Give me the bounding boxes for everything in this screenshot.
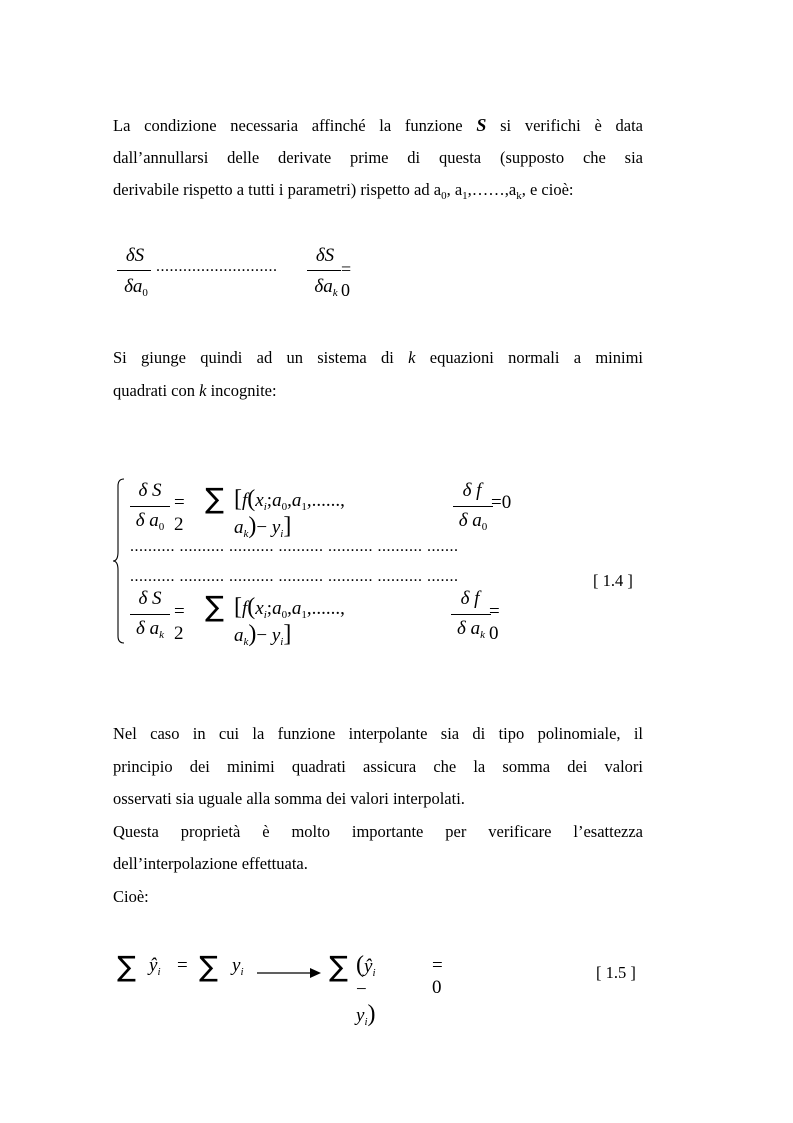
fraction-bar	[117, 270, 151, 271]
fraction-denominator: δ $a_0$	[458, 510, 488, 533]
fraction-denominator: δ $a_k$	[457, 618, 485, 641]
fraction-bar	[130, 506, 170, 507]
paragraph-line: principio dei minimi quadrati assicura che la somma dei valori	[113, 756, 643, 776]
fraction-denominator: δ $a_0$	[135, 510, 165, 533]
paragraph-line: dall’annullarsi delle derivate prime di questa (supposto che sia	[113, 147, 643, 167]
paragraph-intro	[113, 109, 643, 207]
fraction-numerator: δS	[125, 245, 145, 266]
fraction-bar	[307, 270, 341, 271]
sigma-symbol: ∑	[205, 482, 224, 515]
paragraph-line: derivabile rispetto a tutti i parametri) rispetto ad $a_0$, $a_1,\dots\dots,a_k$, e cioè:	[113, 180, 574, 202]
sigma-symbol: ∑	[199, 950, 218, 983]
paragraph-line: Cioè:	[113, 886, 149, 906]
term-yhat: $ŷ_i$	[149, 955, 161, 978]
paragraph-line: osservati sia uguale alla somma dei valori interpolati.	[113, 789, 465, 808]
term-expression: [$f(x_i;a_0,a_1$,......, $a_k)- y_i$]	[234, 594, 345, 648]
paragraph-line: quadrati con k incognite:	[113, 380, 277, 400]
fraction-bar	[451, 614, 491, 615]
fraction-denominator: $\delta a_k$	[314, 276, 338, 299]
paragraph-property	[113, 718, 643, 913]
paragraph-line: Questa proprietà è molto importante per verificare l’esattezza	[113, 821, 643, 841]
fraction-bar	[453, 506, 493, 507]
term-difference: $(ŷ_i - y_i)$	[356, 952, 376, 1028]
implies-arrow-icon	[256, 966, 322, 980]
fraction-numerator: δS	[315, 245, 335, 266]
paragraph-system-intro	[113, 342, 643, 407]
symbol-s: S	[476, 115, 487, 135]
sigma-symbol: ∑	[205, 590, 224, 623]
document-page: La condizione necessaria affinché la funzione S si verifichi è data dall’annullarsi delle derivate prime di questa (supposto che sia derivabile rispetto a tutti i parametri) rispetto ad $a_0$, $a_1,\dots\dots,a_k$, e cioè: δS $\delta a_0$ ........................... δS $\delta a_k$ = 0 Si giunge quindi ad un sistema di k equazioni normali a minimi quadrati con k incognite: δ S δ $a_0$ = 2 ∑ [$f(x_i;a_0,a_1$,......, $a_k)- y_i$] δ f δ $a_0$ =0 .......... .......... .......... .......... .......... .......... ....... .......... .......... .......... .......... .......... .......... ....... δ S δ $a_k$ = 2 ∑ [$f(x_i;a_0,a_1$,......, $a_k)- y_i$] δ f δ $a_k$ = 0 [ 1.4 ] Nel caso in cui la funzione interpolante sia di tipo polinomiale, il principio dei minimi quadrati assicura che la somma dei valori osservati sia uguale alla somma dei valori interpolati. Questa proprietà è molto importante per verificare l’esattezza dell’interpolazione effettuata. Cioè: ∑ $ŷ_i$ = ∑ $y_i$ ∑ $(ŷ_i - y_i)$ = 0 [ 1.5 ]	[0, 0, 793, 1123]
fraction-numerator: δ S	[138, 480, 162, 501]
fraction-denominator: $\delta a_0$	[124, 276, 148, 299]
sigma-symbol: ∑	[117, 950, 136, 983]
ellipsis-dots: ...........................	[156, 258, 278, 275]
ellipsis-row: .......... .......... .......... .......... .......... .......... .......	[130, 568, 459, 585]
equation-label: [ 1.4 ]	[593, 571, 633, 590]
paragraph-line: dell’interpolazione effettuata.	[113, 854, 308, 873]
fraction-numerator: δ f	[460, 588, 480, 609]
paragraph-line: Nel caso in cui la funzione interpolante sia di tipo polinomiale, il	[113, 724, 643, 743]
fraction-numerator: δ f	[462, 480, 482, 501]
fraction-denominator: δ $a_k$	[136, 618, 164, 641]
fraction-bar	[130, 614, 170, 615]
term-y: $y_i$	[232, 955, 244, 978]
fraction-numerator: δ S	[138, 588, 162, 609]
paragraph-line: Si giunge quindi ad un sistema di k equazioni normali a minimi	[113, 348, 644, 367]
equation-label: [ 1.5 ]	[596, 963, 636, 982]
equals-zero: = 0	[432, 955, 443, 998]
ellipsis-row: .......... .......... .......... .......... .......... .......... .......	[130, 538, 459, 555]
equals-zero: = 0	[341, 259, 352, 300]
term-expression: [$f(x_i;a_0,a_1$,......, $a_k)- y_i$]	[234, 486, 345, 540]
sigma-symbol: ∑	[329, 950, 348, 983]
paragraph-line: La condizione necessaria affinché la funzione S si verifichi è data	[113, 115, 644, 135]
left-brace	[112, 478, 126, 644]
